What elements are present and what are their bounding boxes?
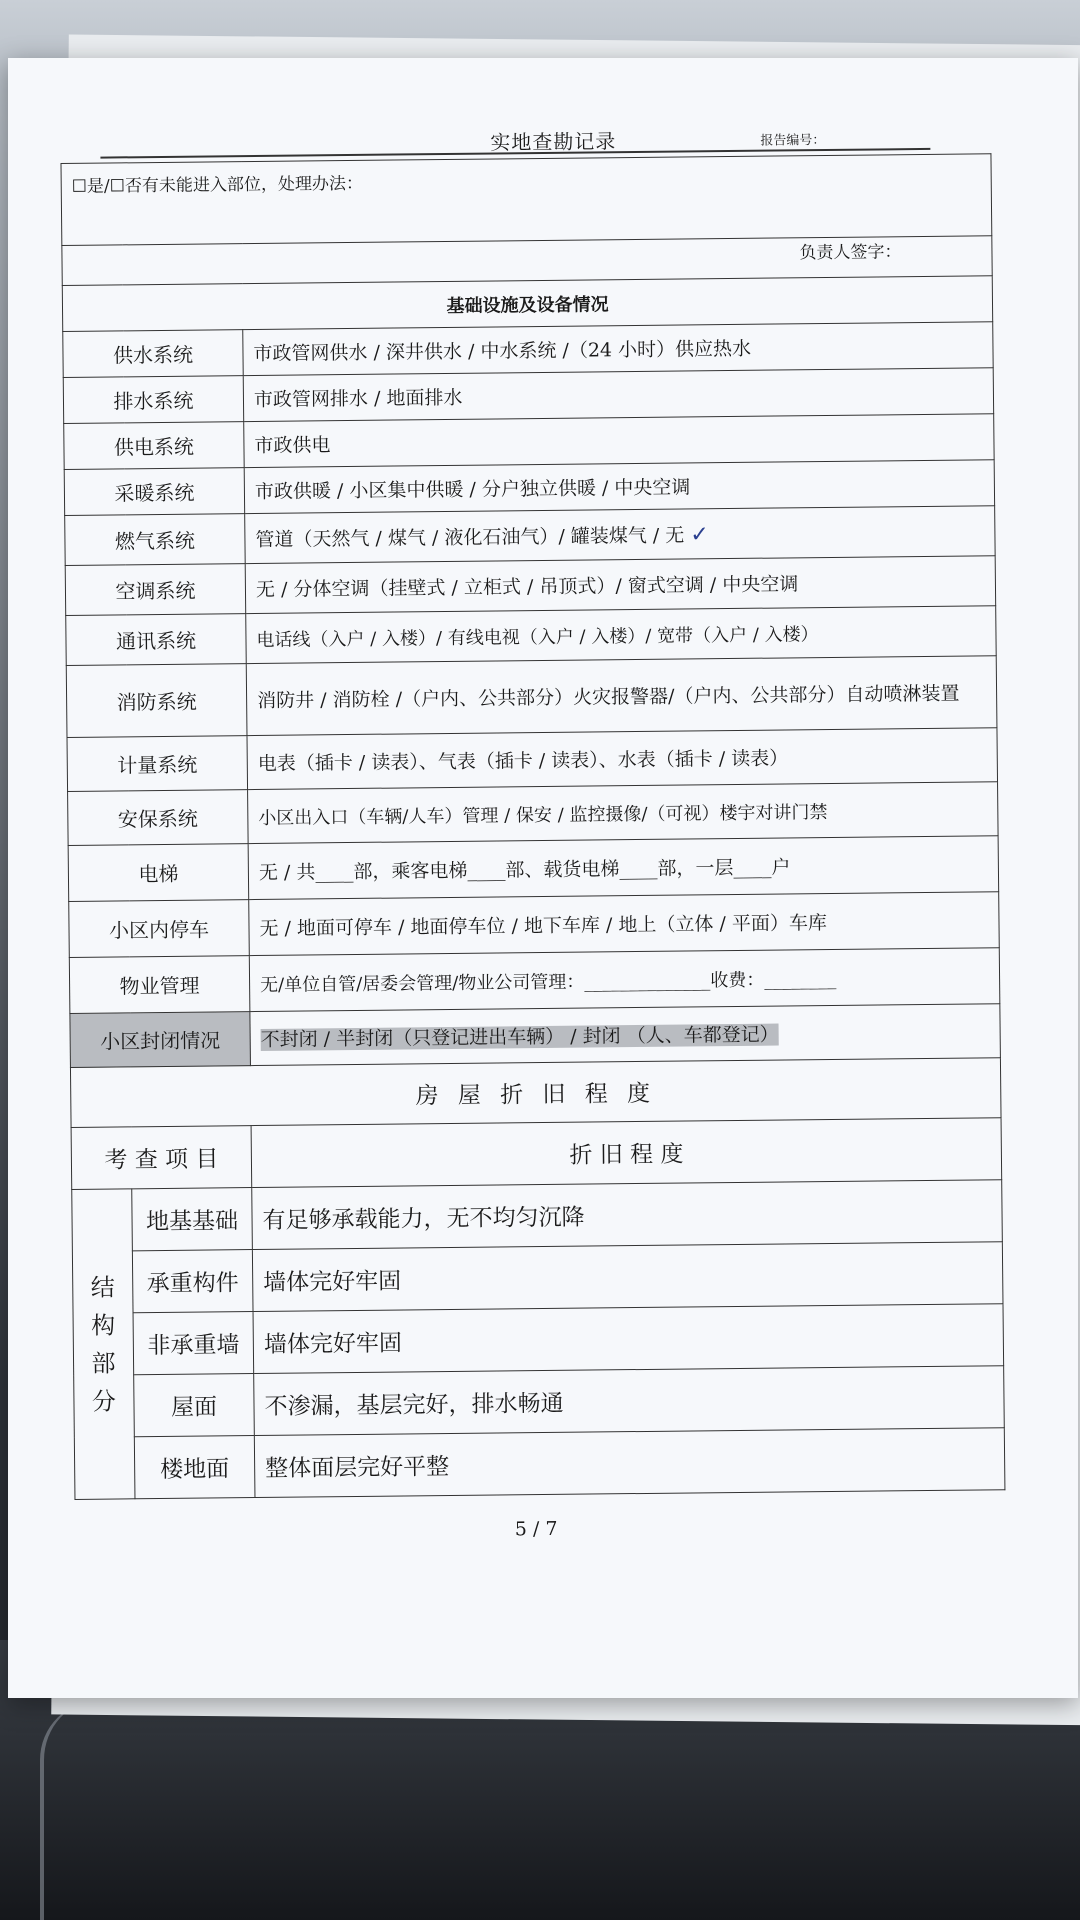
report-number-label: 报告编号： [760,133,826,149]
unreachable-row [61,154,992,246]
structure-row [74,1428,1005,1500]
page-number: 5 / 7 [514,1517,558,1541]
structure-row [72,1180,1003,1252]
infra-row-label: 空调系统 [65,564,246,616]
infra-row-value: 消防井 / 消防栓 /（户内、公共部分）火灾报警器/（户内、公共部分）自动喷淋装置 [246,656,997,736]
unreachable-text: ☐是/☐否有未能进入部位，处理办法： [61,154,992,246]
infra-row [66,656,997,738]
structure-row-label: 承重构件 [132,1250,253,1313]
infra-row [70,1004,1001,1068]
structure-group-label [72,1189,135,1500]
infra-row-value [250,1004,1001,1066]
structure-row-value: 有足够承载能力，无不均匀沉降 [252,1180,1003,1250]
infra-row-value-text: 管道（天然气 / 煤气 / 液化石油气）/ 罐装煤气 / 无 [255,524,685,551]
document-page [8,58,1078,1698]
infra-row-label: 电梯 [68,844,249,902]
structure-row-label: 非承重墙 [133,1312,254,1375]
infra-row-value: 无/单位自管/居委会管理/物业公司管理：______________收费：________ [249,948,1000,1012]
infra-row-label: 小区封闭情况 [70,1012,251,1068]
structure-row [74,1366,1005,1438]
infra-row [68,782,999,846]
infra-row-value: 无 / 共____部，乘客电梯____部、载货电梯____部，一层____户 [248,836,999,900]
infra-row-value: 市政管网供水 / 深井供水 / 中水系统 /（24 小时）供应热水 [243,322,993,376]
infra-row-value: 电话线（入户 / 入楼）/ 有线电视（入户 / 入楼）/ 宽带（入户 / 入楼） [246,606,997,664]
signature-label: 负责人签字： [62,236,992,286]
infra-row-value: 市政供暖 / 小区集中供暖 / 分户独立供暖 / 中央空调 [244,460,994,514]
column-header-degree: 折 旧 程 度 [251,1118,1002,1188]
infra-row-label: 供水系统 [63,330,243,378]
infra-section-title: 基础设施及设备情况 [62,276,992,332]
structure-row-value: 墙体完好牢固 [253,1304,1004,1374]
infra-row [67,728,998,792]
depreciation-section-header [70,1058,1001,1128]
depreciation-section-title: 房 屋 折 旧 程 度 [70,1058,1001,1128]
infra-row-value: 小区出入口（车辆/人车）管理 / 保安 / 监控摄像/（可视）楼宇对讲门禁 [248,782,999,844]
infra-row-label: 供电系统 [64,422,244,470]
document-title: 实地查勘记录 [490,129,617,155]
infra-row-value: 无 / 地面可停车 / 地面停车位 / 地下车库 / 地上（立体 / 平面）车库 [249,892,1000,956]
structure-row-label: 地基基础 [132,1188,253,1251]
column-header-item: 考 查 项 目 [71,1126,252,1190]
infra-row-label: 安保系统 [68,790,249,846]
infra-row [69,892,1000,958]
infra-row-label: 通讯系统 [66,614,247,666]
infra-row-value: 市政供电 [244,414,994,468]
infra-row-value: 市政管网排水 / 地面排水 [243,368,993,422]
structure-row-value: 整体面层完好平整 [254,1428,1005,1498]
infra-row-label: 物业管理 [69,956,250,1014]
structure-row [73,1304,1004,1376]
structure-row [72,1242,1003,1314]
infra-row-label: 小区内停车 [69,900,250,958]
page-content [0,52,1080,1703]
infra-row [68,836,999,902]
infra-row-label: 燃气系统 [65,514,246,566]
check-mark-icon: ✓ [690,522,709,548]
infra-row-label: 消防系统 [66,664,247,738]
survey-table [60,153,1005,1500]
depreciation-column-header [71,1118,1002,1190]
structure-row-label: 楼地面 [134,1436,255,1499]
infra-row [69,948,1000,1014]
infra-row-value: 电表（插卡 / 读表）、气表（插卡 / 读表）、水表（插卡 / 读表） [247,728,998,790]
structure-group-text: 结构部分 [90,1273,117,1416]
structure-row-value: 不渗漏，基层完好，排水畅通 [254,1366,1005,1436]
cable [40,1700,114,1920]
structure-row-label: 屋面 [134,1374,255,1437]
infra-row-value [245,506,996,564]
infra-row-label: 排水系统 [63,376,243,424]
infra-row-label: 计量系统 [67,736,248,792]
highlighted-value: 不封闭 / 半封闭（只登记进出车辆） / 封闭 （人、车都登记） [260,1023,779,1051]
infra-row-label: 采暖系统 [64,468,244,516]
structure-row-value: 墙体完好牢固 [252,1242,1003,1312]
infra-row-value: 无 / 分体空调（挂壁式 / 立柜式 / 吊顶式）/ 窗式空调 / 中央空调 [245,556,996,614]
